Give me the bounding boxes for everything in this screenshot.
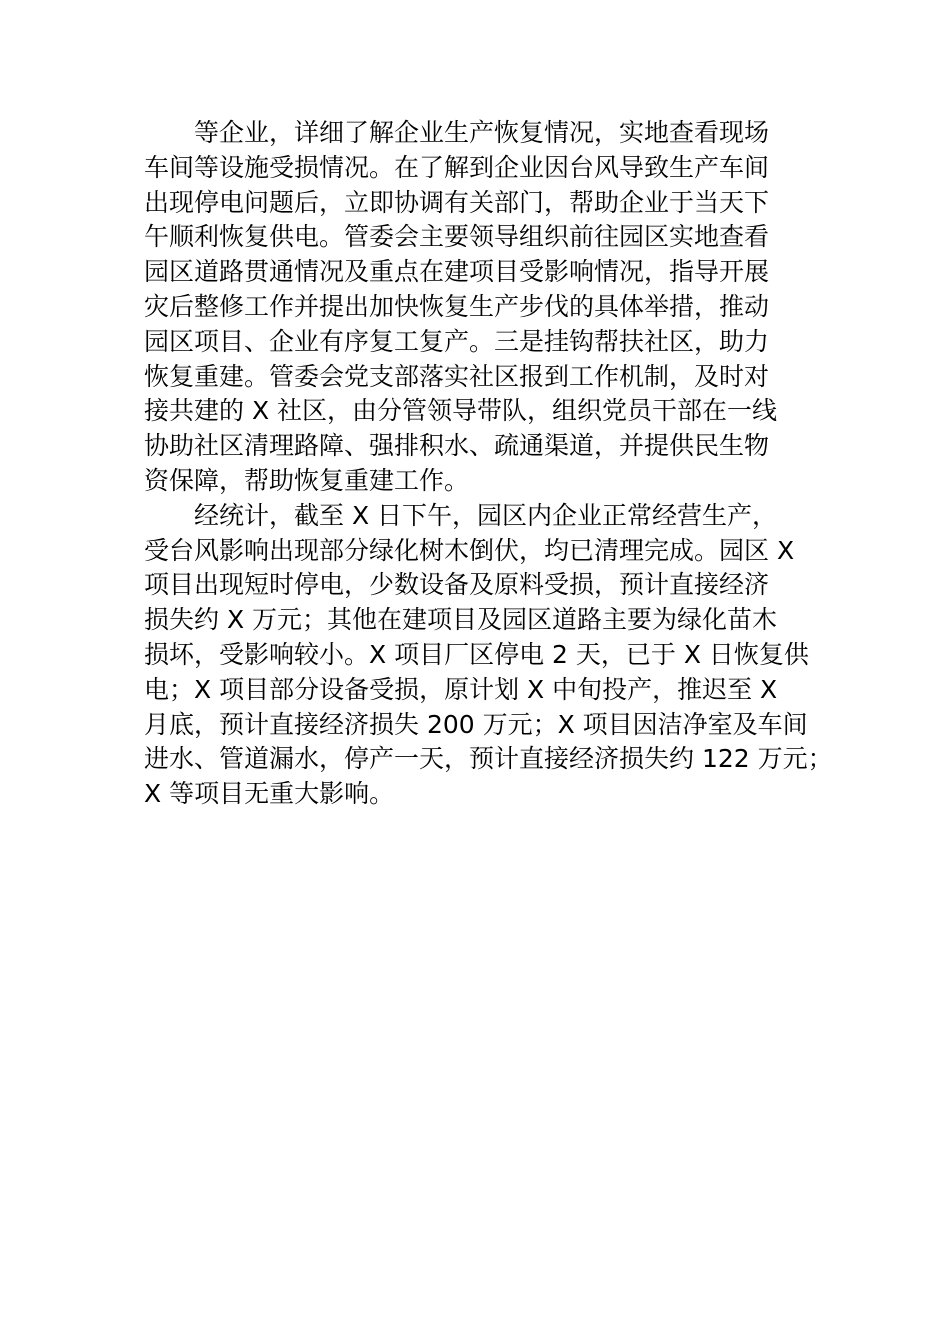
text-line: 月底，预计直接经济损失 200 万元；X 项目因洁净室及车间 xyxy=(144,709,808,739)
text-line: 车间等设施受损情况。在了解到企业因台风导致生产车间 xyxy=(144,152,770,182)
document-body xyxy=(144,116,834,812)
text-line: 电；X 项目部分设备受损，原计划 X 中旬投产，推迟至 X xyxy=(144,674,778,704)
text-line: 资保障，帮助恢复重建工作。 xyxy=(144,465,470,495)
text-line: 恢复重建。管委会党支部落实社区报到工作机制，及时对 xyxy=(144,361,770,391)
text-line: 园区项目、企业有序复工复产。三是挂钩帮扶社区，助力 xyxy=(144,326,770,356)
text-line: 出现停电问题后，立即协调有关部门，帮助企业于当天下 xyxy=(144,187,770,217)
text-line: 午顺利恢复供电。管委会主要领导组织前往园区实地查看 xyxy=(144,222,770,252)
text-line: 园区道路贯通情况及重点在建项目受影响情况，指导开展 xyxy=(144,257,770,287)
text-line: 损坏，受影响较小。X 项目厂区停电 2 天，已于 X 日恢复供 xyxy=(144,639,809,669)
text-line: 灾后整修工作并提出加快恢复生产步伐的具体举措，推动 xyxy=(144,291,770,321)
text-line: 项目出现短时停电，少数设备及原料受损，预计直接经济 xyxy=(144,570,770,600)
text-line: 协助社区清理路障、强排积水、疏通渠道，并提供民生物 xyxy=(144,431,770,461)
text-line: X 等项目无重大影响。 xyxy=(144,779,395,809)
text-line: 接共建的 X 社区，由分管领导带队，组织党员干部在一线 xyxy=(144,396,778,426)
text-line: 损失约 X 万元；其他在建项目及园区道路主要为绿化苗木 xyxy=(144,605,778,635)
text-line: 经统计，截至 X 日下午，园区内企业正常经营生产， xyxy=(194,500,778,530)
paragraph-2 xyxy=(144,499,834,812)
paragraph-1 xyxy=(144,116,834,499)
text-line: 等企业，详细了解企业生产恢复情况，实地查看现场 xyxy=(194,118,770,147)
text-line: 受台风影响出现部分绿化树木倒伏，均已清理完成。园区 X xyxy=(144,535,795,565)
text-line: 进水、管道漏水，停产一天，预计直接经济损失约 122 万元； xyxy=(144,744,833,774)
